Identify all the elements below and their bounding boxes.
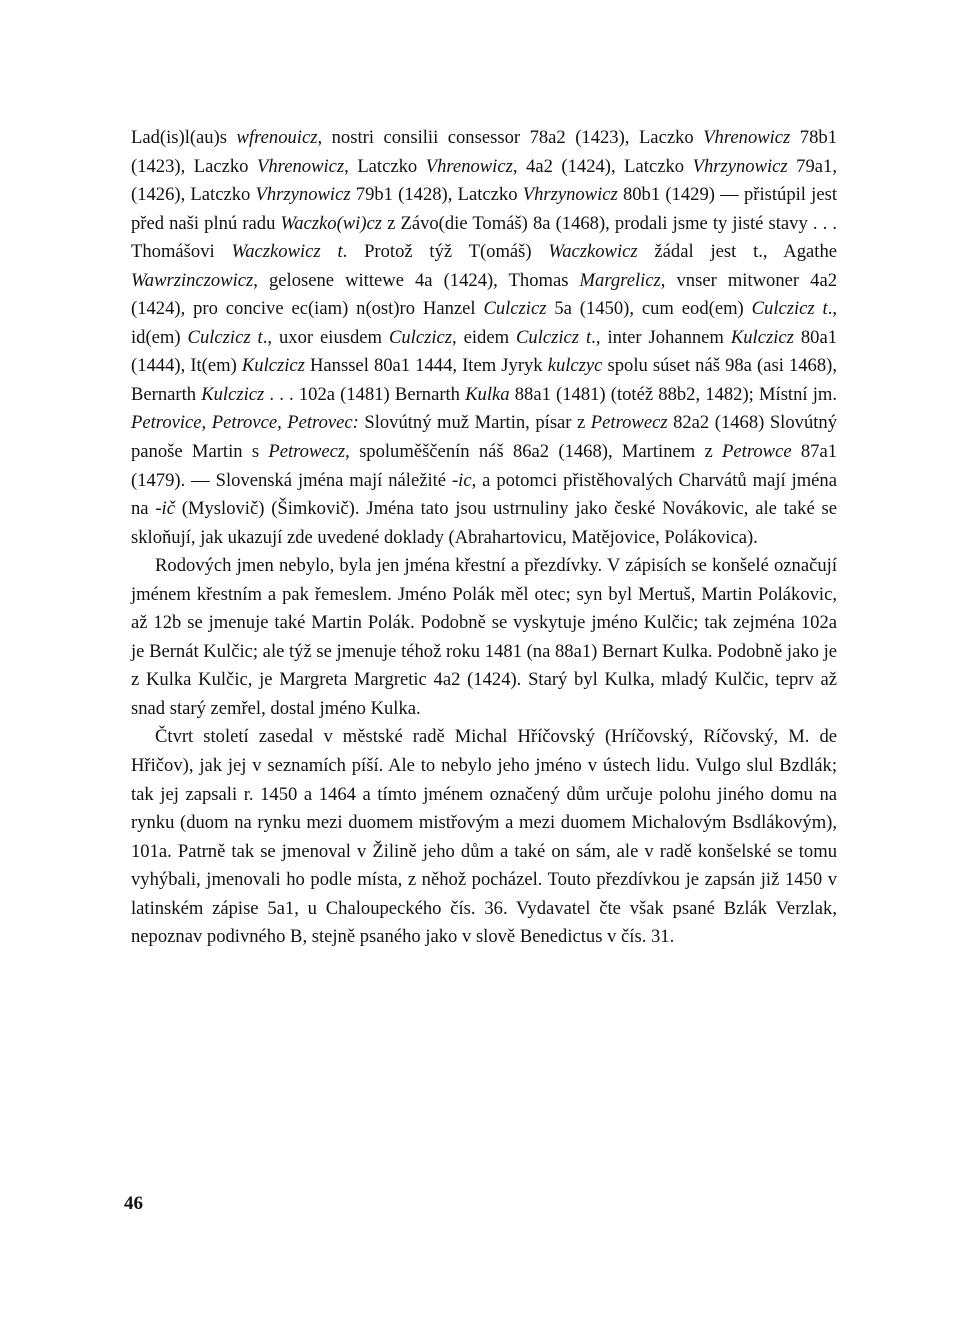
text-run: , a potomci přistěhovalých Charvátů mají jména na	[131, 469, 837, 520]
text-run: . . . 102a (1481) Bernarth	[264, 383, 466, 405]
italic-text: Waczko(wi)cz	[280, 212, 383, 234]
text-run: 80b1 (1429) — přistúpil jest před naši plnú radu	[131, 184, 837, 234]
italic-text: Margrelicz	[579, 269, 661, 291]
italic-text: Petrowce	[722, 441, 792, 463]
paragraph-1	[131, 124, 837, 552]
text-run: 87a1 (1479). — Slovenská jména mají náležité	[131, 441, 838, 491]
italic-text: wfrenouicz	[236, 127, 318, 148]
italic-text: Vhrzynowicz	[692, 155, 788, 177]
italic-text: Culczicz	[483, 298, 547, 320]
italic-text: Kulczicz	[201, 383, 265, 405]
italic-text: Culczicz t	[516, 326, 592, 348]
text-run: 82a2 (1468) Slovútný panoše Martin s	[131, 412, 837, 463]
text-run: 79a1, (1426), Latczko	[131, 155, 837, 206]
italic-text: -ic	[451, 469, 472, 491]
text-run: 88a1 (1481) (totéž 88b2, 1482); Místní jm.	[509, 383, 838, 405]
text-run: 80a1 (1444), It(em)	[131, 326, 837, 377]
text-run: Lad(is)l(au)s	[131, 127, 237, 148]
italic-text: kulczyc	[547, 355, 603, 377]
text-run: 78b1 (1423), Laczko	[131, 127, 837, 177]
italic-text: Vhrenowicz	[425, 155, 513, 177]
text-run: z Závo(die Tomáš) 8a (1468), prodali jsme ty jisté stavy . . . Thomášovi	[131, 212, 837, 263]
italic-text: Kulka	[465, 383, 510, 405]
text-run: spolu súset náš 98a (asi 1468), Bernarth	[131, 355, 837, 405]
italic-text: -ič	[155, 498, 175, 520]
italic-text: Culczicz t	[751, 298, 828, 320]
text-run: 5a (1450), cum eod(em)	[546, 298, 752, 320]
text-run: ., inter Johannem	[591, 326, 731, 348]
italic-text: Petrowecz	[268, 441, 346, 463]
text-run: žádal jest t., Agathe	[637, 241, 837, 263]
text-run: , gelosene wittewe 4a (1424), Thomas	[253, 269, 580, 291]
italic-text: Vhrenowicz	[257, 155, 345, 177]
italic-text: Waczkowicz t	[231, 241, 343, 263]
body-text	[131, 124, 837, 952]
italic-text: Culczicz t	[187, 326, 263, 348]
italic-text: Vhrzynowicz	[255, 184, 351, 206]
text-run: ., uxor eiusdem	[262, 326, 389, 348]
italic-text: Waczkowicz	[548, 241, 638, 263]
italic-text: Vhrzynowicz	[522, 184, 618, 206]
italic-text: Petrovice, Petrovce, Petrovec:	[131, 412, 359, 434]
italic-text: Wawrzinczowicz	[131, 269, 254, 291]
text-run: ., id(em)	[131, 298, 837, 348]
italic-text: Petrowecz	[590, 412, 668, 434]
text-run: , spoluměščenín náš 86a2 (1468), Martinem z	[345, 441, 723, 463]
text-run: , Latczko	[344, 155, 426, 177]
paragraph-3	[131, 723, 837, 951]
text-run: Rodových jmen nebylo, byla jen jména křestní a přezdívky. V zápisích se konšelé označují jménem křestním a pak řemeslem. Jméno Polák měl otec; syn byl Mertuš, Martin Polákovic, až 12b se jmenuje také Martin Polák. Podobně se vyskytuje jméno Kulčic; tak zejména 102a je Bernát Kulčic; ale týž se jmenuje téhož roku 1481 (na 88a1) Bernart Kulka. Podobně jako je z Kulka Kulčic, je Margreta Margretic 4a2 (1424). Starý byl Kulka, mladý Kulčic, teprv až snad starý zemřel, dostal jméno Kulka.	[131, 555, 837, 719]
paragraph-2	[131, 552, 837, 723]
text-run: , 4a2 (1424), Latczko	[512, 155, 693, 177]
text-run: , nostri consilii consessor 78a2 (1423), Laczko	[317, 127, 704, 148]
text-run: (Myslovič) (Šimkovič). Jména tato jsou ustrnuliny jako české Novákovic, ale také se skloňují, jak ukazují zde uvedené doklady (Abrahartovicu, Matějovice, Polákovica).	[131, 498, 837, 548]
italic-text: Kulczicz	[241, 355, 305, 377]
text-run: . Protož týž T(omáš)	[342, 241, 549, 263]
text-run: Slovútný muž Martin, písar z	[358, 412, 591, 434]
page-number: 46	[124, 1193, 143, 1214]
text-run: , eidem	[451, 326, 517, 348]
text-run: 79b1 (1428), Latczko	[350, 184, 523, 206]
italic-text: Vhrenowicz	[703, 127, 791, 148]
italic-text: Kulczicz	[730, 326, 794, 348]
text-run: , vnser mitwoner 4a2 (1424), pro concive ec(iam) n(ost)ro Hanzel	[131, 269, 837, 320]
text-run: Čtvrt století zasedal v městské radě Michal Hříčovský (Hríčovský, Ríčovský, M. de Hřičov), jak jej v seznamích píší. Ale to nebylo jeho jméno v ústech lidu. Vulgo slul Bzdlák; tak jej zapsali r. 1450 a 1464 a tímto jménem označený dům určuje polohu jiného domu na rynku (duom na rynku mezi duomem mistřovým a mezi duomem Michalovým Bsdlákovým), 101a. Patrně tak se jmenoval v Žilině jeho dům a také on sám, ale v radě konšelské se tomu vyhýbali, jmenovali ho podle místa, z něhož pocházel. Touto přezdívkou je zapsán již 1450 v latinském zápise 5a1, u Chaloupeckého čís. 36. Vydavatel čte však psané Bzlák Verzlak, nepoznav podivného B, stejně psaného jako v slově Benedictus v čís. 31.	[131, 726, 837, 948]
italic-text: Culczicz	[388, 326, 452, 348]
text-run: Hanssel 80a1 1444, Item Jyryk	[304, 355, 548, 377]
